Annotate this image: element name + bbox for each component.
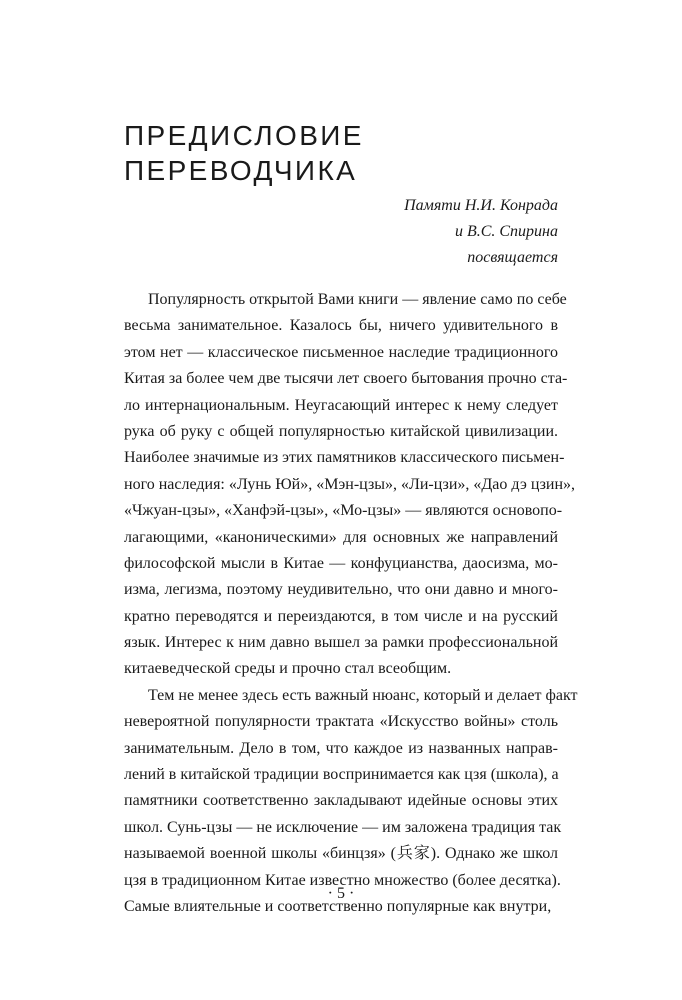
paragraph-line: памятники соответственно закладывают идейные основы этих <box>124 792 558 810</box>
paragraph-line: китаеведческой среды и прочно стал всеобщим. <box>124 660 452 678</box>
paragraph-line: лагающими, «каноническими» для основных же направлений <box>124 528 558 546</box>
paragraph-line: называемой военной школы «бинцзя» (兵家). Однако же школ <box>124 845 558 863</box>
paragraph-line: весьма занимательное. Казалось бы, ничего удивительного в <box>124 317 558 335</box>
paragraph-1 <box>124 287 576 683</box>
paragraph-line: невероятной популярности трактата «Искусство войны» столь <box>124 713 558 731</box>
paragraph-line: Самые влиятельные и соответственно популярные как внутри, <box>124 897 552 915</box>
dedication-line-3: посвящается <box>467 249 558 266</box>
paragraph-line: ного наследия: «Лунь Юй», «Мэн-цзы», «Ли-цзи», «Дао дэ цзин», <box>124 475 576 493</box>
dedication-line-2: и В.С. Спирина <box>454 223 558 240</box>
chapter-heading-line-1: ПРЕДИСЛОВИЕ <box>124 120 364 151</box>
paragraph-line: Китая за более чем две тысячи лет своего бытования прочно ста- <box>124 370 568 388</box>
body-text <box>124 287 578 920</box>
paragraph-line: занимательным. Дело в том, что каждое из названных направ- <box>124 739 558 757</box>
chapter-heading <box>124 118 364 188</box>
paragraph-line: изма, легизма, поэтому неудивительно, что они давно и много- <box>124 581 558 599</box>
paragraph-line: цзя в традиционном Китае известно множество (более десятка). <box>124 871 561 889</box>
paragraph-line: язык. Интерес к ним давно вышел за рамки профессиональной <box>124 634 558 652</box>
paragraph-line: философской мысли в Китае — конфуцианства, даосизма, мо- <box>124 554 558 572</box>
paragraph-line: лений в китайской традиции воспринимается как цзя (школа), а <box>124 766 559 784</box>
paragraph-line: Популярность открытой Вами книги — явление само по себе <box>148 291 567 308</box>
dedication <box>404 193 558 271</box>
paragraph-line: кратно переводятся и переиздаются, в том числе и на русский <box>124 607 558 625</box>
dedication-line-1: Памяти Н.И. Конрада <box>404 197 558 214</box>
paragraph-line: школ. Сунь-цзы — не исключение — им заложена традиция так <box>124 818 562 836</box>
paragraph-line: Наиболее значимые из этих памятников классического письмен- <box>124 449 565 467</box>
paragraph-line: ло интернациональным. Неугасающий интерес к нему следует <box>124 396 558 414</box>
paragraph-line: «Чжуан-цзы», «Ханфэй-цзы», «Мо-цзы» — являются основопо- <box>124 502 563 520</box>
paragraph-line: Тем не менее здесь есть важный нюанс, который и делает факт <box>148 686 578 704</box>
paragraph-line: этом нет — классическое письменное наследие традиционного <box>124 343 558 361</box>
chapter-heading-line-2: ПЕРЕВОДЧИКА <box>124 155 358 186</box>
paragraph-line: рука об руку с общей популярностью китайской цивилизации. <box>124 422 558 440</box>
page-number: · 5 · <box>327 885 355 902</box>
